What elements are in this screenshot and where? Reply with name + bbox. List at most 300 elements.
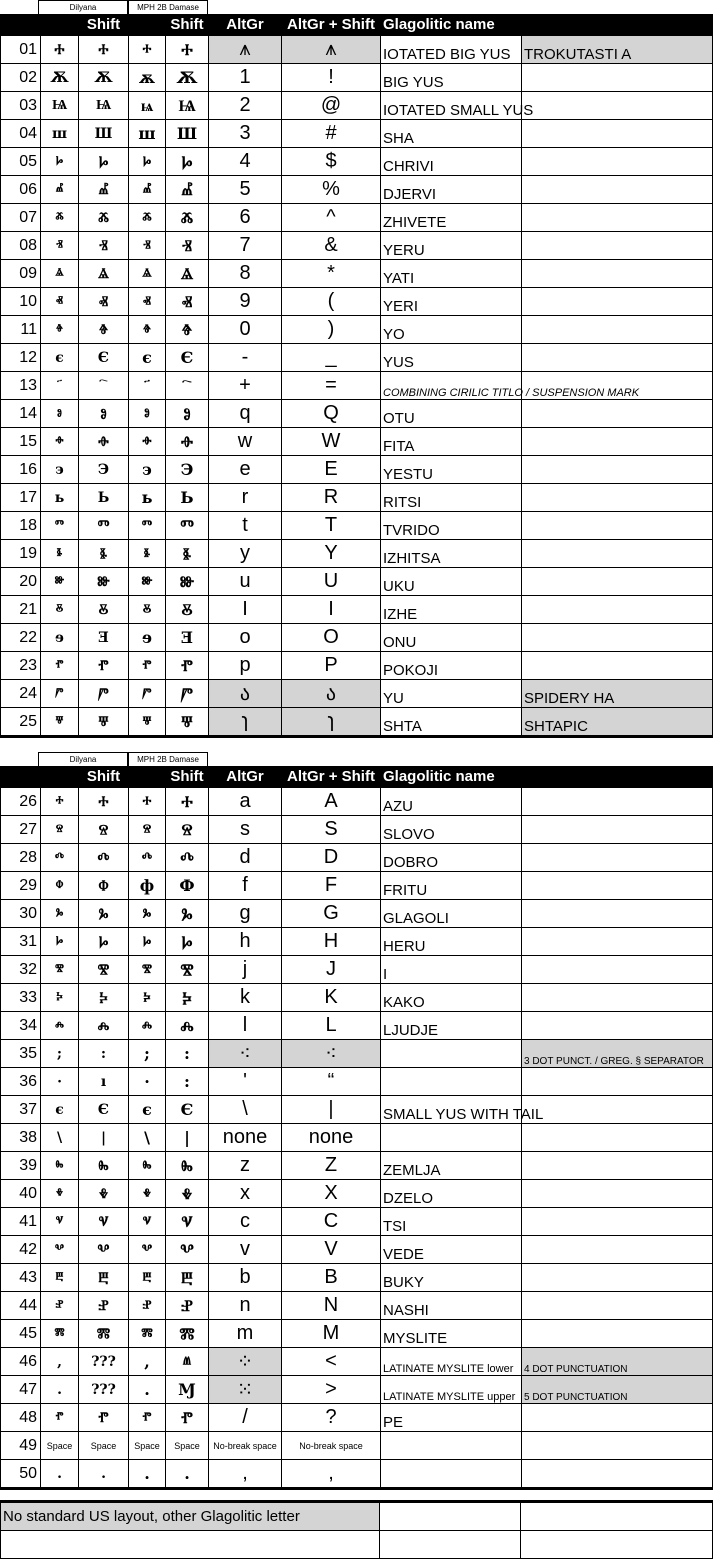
glyph-dilyana-shift: Ⱈ	[79, 928, 129, 956]
note	[522, 1320, 713, 1348]
altgr-key: a	[209, 788, 282, 816]
altgr-key: d	[209, 844, 282, 872]
glyph-dilyana-shift: Ⱀ	[79, 1292, 129, 1320]
table-row	[1, 512, 713, 540]
table-row	[1, 232, 713, 260]
altgr-key: j	[209, 956, 282, 984]
glyph-dilyana-shift: ı	[79, 1068, 129, 1096]
glyph-damase: ѫ	[129, 64, 166, 92]
altgr-shift-key: _	[282, 344, 381, 372]
glyph-damase: ⰰ	[129, 788, 166, 816]
altgr-key: 9	[209, 288, 282, 316]
altgr-key: f	[209, 872, 282, 900]
altgr-shift-key: @	[282, 92, 381, 120]
table-row	[1, 596, 713, 624]
table-row	[1, 816, 713, 844]
glyph-damase-shift: Ⱏ	[166, 288, 209, 316]
note	[522, 232, 713, 260]
note	[522, 120, 713, 148]
glyph-dilyana-shift: Ⰶ	[79, 204, 129, 232]
glyph-dilyana-shift: Ⱂ	[79, 1404, 129, 1432]
glagolitic-name: ZHIVETE	[381, 204, 522, 232]
glyph-dilyana-shift: Ѩ	[79, 92, 129, 120]
altgr-shift-key: U	[282, 568, 381, 596]
row-number: 28	[1, 844, 41, 872]
glyph-damase-shift: .	[166, 1460, 209, 1489]
table-row	[1, 984, 713, 1012]
table-2-body	[1, 788, 713, 1489]
glyph-damase: ⱄ	[129, 816, 166, 844]
note	[522, 148, 713, 176]
altgr-shift-key: B	[282, 1264, 381, 1292]
glagolitic-name: TVRIDO	[381, 512, 522, 540]
glyph-damase-shift: Ⱂ	[166, 1404, 209, 1432]
row-number: 04	[1, 120, 41, 148]
glagolitic-name: FITA	[381, 428, 522, 456]
table-row	[1, 1376, 713, 1404]
glyph-dilyana-shift	[79, 372, 129, 400]
glagolitic-name: IZHE	[381, 596, 522, 624]
altgr-shift-key: C	[282, 1208, 381, 1236]
glyph-damase-shift: Ⱆ	[166, 568, 209, 596]
table-row	[1, 1124, 713, 1152]
glyph-dilyana: .	[41, 1460, 79, 1489]
glyph-damase-shift: Ф	[166, 872, 209, 900]
glyph-damase: ⱋ	[129, 708, 166, 737]
altgr-key: 4	[209, 148, 282, 176]
altgr-key: h	[209, 928, 282, 956]
glyph-damase: ⰼ	[129, 176, 166, 204]
altgr-shift-key: W	[282, 428, 381, 456]
glyph-damase-shift: Є	[166, 1096, 209, 1124]
glyph-dilyana: ш	[41, 120, 79, 148]
table-row	[1, 64, 713, 92]
glyph-dilyana: ⰱ	[41, 1264, 79, 1292]
glyph-dilyana: ⰿ	[41, 1320, 79, 1348]
row-number: 44	[1, 1292, 41, 1320]
glyph-damase: Space	[129, 1432, 166, 1460]
glyph-dilyana: ⰰ	[41, 788, 79, 816]
glyph-damase-shift: Ⰿ	[166, 1320, 209, 1348]
glyph-damase: ⱛ	[129, 540, 166, 568]
row-number: 47	[1, 1376, 41, 1404]
altgr-shift-key: ?	[282, 1404, 381, 1432]
table-row	[1, 120, 713, 148]
glyph-dilyana: ⱓ	[41, 680, 79, 708]
altgr-key: ⁘	[209, 1348, 282, 1376]
glagolitic-name: IOTATED SMALL YUS	[381, 92, 522, 120]
glyph-dilyana: ⱈ	[41, 148, 79, 176]
glyph-dilyana: ⱀ	[41, 1292, 79, 1320]
glyph-dilyana: ⱐ	[41, 232, 79, 260]
glagolitic-name: DOBRO	[381, 844, 522, 872]
glyph-dilyana: ⱇ	[41, 872, 79, 900]
note	[522, 652, 713, 680]
altgr-key: ɿ	[209, 708, 282, 737]
glyph-damase-shift: Ⱛ	[166, 540, 209, 568]
glagolitic-name: DZELO	[381, 1180, 522, 1208]
glyph-dilyana: .	[41, 1376, 79, 1404]
glyph-damase-shift: Ⱈ	[166, 928, 209, 956]
note	[522, 1152, 713, 1180]
glyph-damase: ⰿ	[129, 1320, 166, 1348]
altgr-shift-key: >	[282, 1376, 381, 1404]
glyph-damase-shift: Ⰱ	[166, 1264, 209, 1292]
altgr-key: m	[209, 1320, 282, 1348]
glyph-dilyana: є	[41, 1096, 79, 1124]
glagolitic-name: SLOVO	[381, 816, 522, 844]
note	[522, 624, 713, 652]
glyph-damase: ·	[129, 1068, 166, 1096]
note	[522, 344, 713, 372]
altgr-shift-key: V	[282, 1236, 381, 1264]
note	[522, 484, 713, 512]
table-row	[1, 1040, 713, 1068]
table-row	[1, 428, 713, 456]
row-number: 45	[1, 1320, 41, 1348]
glyph-damase-shift: Ѩ	[166, 92, 209, 120]
glyph-dilyana: ⱑ	[41, 260, 79, 288]
glagolitic-name: YERI	[381, 288, 522, 316]
glyph-damase-shift: Ѫ	[166, 64, 209, 92]
row-number: 02	[1, 64, 41, 92]
row-number: 49	[1, 1432, 41, 1460]
altgr-shift-key: &	[282, 232, 381, 260]
altgr-key: q	[209, 400, 282, 428]
glyph-damase-shift: Ǝ	[166, 624, 209, 652]
glyph-dilyana-shift: .	[79, 1460, 129, 1489]
altgr-key: \	[209, 1096, 282, 1124]
glyph-damase-shift: :	[166, 1068, 209, 1096]
altgr-shift-key: K	[282, 984, 381, 1012]
glyph-dilyana: ,	[41, 1348, 79, 1376]
glyph-dilyana-shift: Ⰲ	[79, 1236, 129, 1264]
glyph-damase: ⱂ	[129, 652, 166, 680]
glyph-damase-shift: Ⰰ	[166, 36, 209, 64]
glyph-damase-shift: Ⰳ	[166, 900, 209, 928]
note	[522, 788, 713, 816]
glyph-damase: ⰷ	[129, 1180, 166, 1208]
glyph-damase: ⰴ	[129, 844, 166, 872]
glagolitic-name: SHTA	[381, 708, 522, 737]
glyph-damase: ⱁ	[129, 400, 166, 428]
altgr-key: No-break space	[209, 1432, 282, 1460]
note: SPIDERY HA	[522, 680, 713, 708]
glyph-damase-shift: Ⱋ	[166, 708, 209, 737]
row-number: 23	[1, 652, 41, 680]
glyph-dilyana	[41, 372, 79, 400]
glyph-dilyana-shift: :	[79, 1040, 129, 1068]
row-number: 39	[1, 1152, 41, 1180]
table-row	[1, 260, 713, 288]
altgr-key: -	[209, 344, 282, 372]
table-row	[1, 568, 713, 596]
altgr-shift-key: |	[282, 1096, 381, 1124]
row-number: 38	[1, 1124, 41, 1152]
altgr-key: 0	[209, 316, 282, 344]
glyph-dilyana: ;	[41, 1040, 79, 1068]
altgr-shift-key: Q	[282, 400, 381, 428]
row-number: 30	[1, 900, 41, 928]
glyph-damase-shift: Є	[166, 344, 209, 372]
note	[522, 288, 713, 316]
altgr-key: e	[209, 456, 282, 484]
glagolitic-name: YUS	[381, 344, 522, 372]
row-number: 41	[1, 1208, 41, 1236]
font-label-dilyana-2: Dilyana	[38, 752, 128, 766]
glyph-damase-shift: Ⰺ	[166, 956, 209, 984]
table-row	[1, 204, 713, 232]
altgr-key: ,	[209, 1460, 282, 1489]
altgr-key: u	[209, 568, 282, 596]
glagolitic-name	[381, 1124, 522, 1152]
glyph-dilyana-shift: Ⱅ	[79, 512, 129, 540]
glyph-damase: ;	[129, 1040, 166, 1068]
glagolitic-name	[381, 1432, 522, 1460]
glyph-dilyana: ⰺ	[41, 956, 79, 984]
table-row	[1, 956, 713, 984]
glyph-dilyana: ⰾ	[41, 1012, 79, 1040]
glagolitic-name	[381, 1040, 522, 1068]
row-number: 09	[1, 260, 41, 288]
altgr-key: r	[209, 484, 282, 512]
glyph-dilyana-shift: Ⰳ	[79, 900, 129, 928]
altgr-key: w	[209, 428, 282, 456]
table-row	[1, 92, 713, 120]
row-number: 42	[1, 1236, 41, 1264]
note	[522, 1432, 713, 1460]
table-row	[1, 1432, 713, 1460]
glyph-damase-shift: |	[166, 1124, 209, 1152]
altgr-shift-key: M	[282, 1320, 381, 1348]
row-number: 12	[1, 344, 41, 372]
glyph-damase: ⱈ	[129, 928, 166, 956]
row-number: 06	[1, 176, 41, 204]
note	[522, 316, 713, 344]
row-number: 05	[1, 148, 41, 176]
glagolitic-name: LATINATE MYSLITE upper	[381, 1376, 522, 1404]
altgr-shift-key: )	[282, 316, 381, 344]
altgr-shift-key: I	[282, 596, 381, 624]
altgr-key: s	[209, 816, 282, 844]
table-row	[1, 844, 713, 872]
note	[522, 1180, 713, 1208]
glagolitic-name: POKOJI	[381, 652, 522, 680]
glyph-dilyana-shift: Ⱖ	[79, 316, 129, 344]
glyph-damase-shift: Ⱑ	[166, 260, 209, 288]
note	[522, 1460, 713, 1489]
altgr-key: 3	[209, 120, 282, 148]
glyph-dilyana-shift: Ⰷ	[79, 1180, 129, 1208]
table-row	[1, 1264, 713, 1292]
glyph-dilyana-shift: ???	[79, 1348, 129, 1376]
row-number: 25	[1, 708, 41, 737]
glyph-damase: є	[129, 1096, 166, 1124]
altgr-key: x	[209, 1180, 282, 1208]
altgr-key: t	[209, 512, 282, 540]
row-number: 26	[1, 788, 41, 816]
glagolitic-name	[381, 1068, 522, 1096]
row-number: 48	[1, 1404, 41, 1432]
glyph-dilyana-shift: Ⰱ	[79, 1264, 129, 1292]
altgr-shift-key: A	[282, 788, 381, 816]
note: 5 DOT PUNCTUATION	[522, 1376, 713, 1404]
glyph-dilyana-shift: Ⱋ	[79, 708, 129, 737]
altgr-shift-key: D	[282, 844, 381, 872]
altgr-shift-key: “	[282, 1068, 381, 1096]
glagolitic-name: OTU	[381, 400, 522, 428]
note	[522, 1404, 713, 1432]
note	[522, 596, 713, 624]
row-number: 01	[1, 36, 41, 64]
table-row	[1, 1348, 713, 1376]
legend	[0, 1500, 712, 1559]
altgr-key: o	[209, 624, 282, 652]
glyph-damase: ⰰ	[129, 36, 166, 64]
row-number: 32	[1, 956, 41, 984]
table-row	[1, 540, 713, 568]
altgr-shift-key: H	[282, 928, 381, 956]
glyph-damase: ⰺ	[129, 956, 166, 984]
glagolitic-name: IOTATED BIG YUS	[381, 36, 522, 64]
table-1-body	[1, 36, 713, 737]
glyph-damase: ⰽ	[129, 984, 166, 1012]
glyph-damase-shift: Ⰾ	[166, 1012, 209, 1040]
glyph-dilyana-shift: Є	[79, 1096, 129, 1124]
glyph-damase: ⰳ	[129, 900, 166, 928]
glyph-dilyana-shift: Ⰿ	[79, 1320, 129, 1348]
glyph-damase: ф	[129, 872, 166, 900]
glyph-damase-shift: Ⰷ	[166, 1180, 209, 1208]
note	[522, 928, 713, 956]
row-number: 17	[1, 484, 41, 512]
altgr-key: 6	[209, 204, 282, 232]
glagolitic-name: SHA	[381, 120, 522, 148]
glyph-damase: ⱑ	[129, 260, 166, 288]
glagolitic-name: YERU	[381, 232, 522, 260]
glagolitic-name: DJERVI	[381, 176, 522, 204]
glyph-dilyana: Ѫ	[41, 64, 79, 92]
table-row	[1, 624, 713, 652]
altgr-shift-key: %	[282, 176, 381, 204]
glyph-damase: ш	[129, 120, 166, 148]
glagolitic-name: AZU	[381, 788, 522, 816]
glyph-dilyana: ⱂ	[41, 1404, 79, 1432]
glyph-dilyana-shift: Ⱈ	[79, 148, 129, 176]
glyph-damase: э	[129, 456, 166, 484]
glyph-dilyana: ⱚ	[41, 428, 79, 456]
table-row	[1, 1320, 713, 1348]
glyph-dilyana: ⱖ	[41, 316, 79, 344]
glagolitic-name: LATINATE MYSLITE lower	[381, 1348, 522, 1376]
table-row	[1, 1096, 713, 1124]
note	[522, 1208, 713, 1236]
glyph-damase-shift: Ⱓ	[166, 680, 209, 708]
note	[522, 568, 713, 596]
note	[522, 512, 713, 540]
glyph-dilyana-shift: Ⰽ	[79, 984, 129, 1012]
altgr-shift-key: T	[282, 512, 381, 540]
glyph-damase-shift: Ⱈ	[166, 148, 209, 176]
altgr-shift-key: N	[282, 1292, 381, 1320]
table-row	[1, 1012, 713, 1040]
altgr-key: 7	[209, 232, 282, 260]
glyph-damase-shift: ⱞ	[166, 1348, 209, 1376]
altgr-shift-key: J	[282, 956, 381, 984]
table-row	[1, 1292, 713, 1320]
glyph-damase: ⱓ	[129, 680, 166, 708]
glagolitic-name: IZHITSA	[381, 540, 522, 568]
altgr-key: ⁖	[209, 1040, 282, 1068]
header-altgr: AltGr	[209, 767, 282, 788]
altgr-key: ⩚	[209, 36, 282, 64]
row-number: 10	[1, 288, 41, 316]
legend-text: No standard US layout, other Glagolitic letter	[1, 1502, 380, 1531]
altgr-key: I	[209, 596, 282, 624]
altgr-shift-key: Z	[282, 1152, 381, 1180]
glyph-dilyana: ь	[41, 484, 79, 512]
altgr-shift-key: (	[282, 288, 381, 316]
glyph-dilyana: ⰳ	[41, 900, 79, 928]
altgr-key: c	[209, 1208, 282, 1236]
altgr-key: none	[209, 1124, 282, 1152]
altgr-key: v	[209, 1236, 282, 1264]
glagolitic-name: RITSI	[381, 484, 522, 512]
glyph-damase-shift: Ⱌ	[166, 1208, 209, 1236]
glyph-damase: ь	[129, 484, 166, 512]
header-shift-2: Shift	[166, 15, 209, 36]
glyph-dilyana-shift: Ⱂ	[79, 652, 129, 680]
glyph-dilyana: Ѩ	[41, 92, 79, 120]
glyph-dilyana: ⱏ	[41, 288, 79, 316]
header-shift-1: Shift	[79, 767, 129, 788]
glyph-dilyana: ⱂ	[41, 652, 79, 680]
table-row	[1, 788, 713, 816]
table-row	[1, 900, 713, 928]
row-number: 19	[1, 540, 41, 568]
glagolitic-name	[381, 1460, 522, 1489]
altgr-key: b	[209, 1264, 282, 1292]
altgr-shift-key: No-break space	[282, 1432, 381, 1460]
glyph-dilyana-shift: |	[79, 1124, 129, 1152]
note	[522, 1068, 713, 1096]
altgr-shift-key: ,	[282, 1460, 381, 1489]
note	[522, 1124, 713, 1152]
note: 4 DOT PUNCTUATION	[522, 1348, 713, 1376]
table-row	[1, 1236, 713, 1264]
glyph-dilyana-shift: Ⱓ	[79, 680, 129, 708]
glagolitic-name: HERU	[381, 928, 522, 956]
note	[522, 900, 713, 928]
altgr-key: g	[209, 900, 282, 928]
row-number: 36	[1, 1068, 41, 1096]
glyph-damase-shift: Ⰶ	[166, 204, 209, 232]
glyph-dilyana-shift: Ⰻ	[79, 596, 129, 624]
row-number: 50	[1, 1460, 41, 1489]
glyph-damase: ⱈ	[129, 148, 166, 176]
glyph-dilyana-shift: Ⰺ	[79, 956, 129, 984]
header-altgr-shift: AltGr + Shift	[282, 767, 381, 788]
note	[522, 204, 713, 232]
altgr-shift-key: P	[282, 652, 381, 680]
table-row	[1, 148, 713, 176]
glyph-dilyana-shift: Ⰸ	[79, 1152, 129, 1180]
table-row	[1, 680, 713, 708]
glyph-damase: ⱐ	[129, 232, 166, 260]
altgr-key: p	[209, 652, 282, 680]
glyph-dilyana: ⱆ	[41, 568, 79, 596]
glyph-damase: .	[129, 1376, 166, 1404]
